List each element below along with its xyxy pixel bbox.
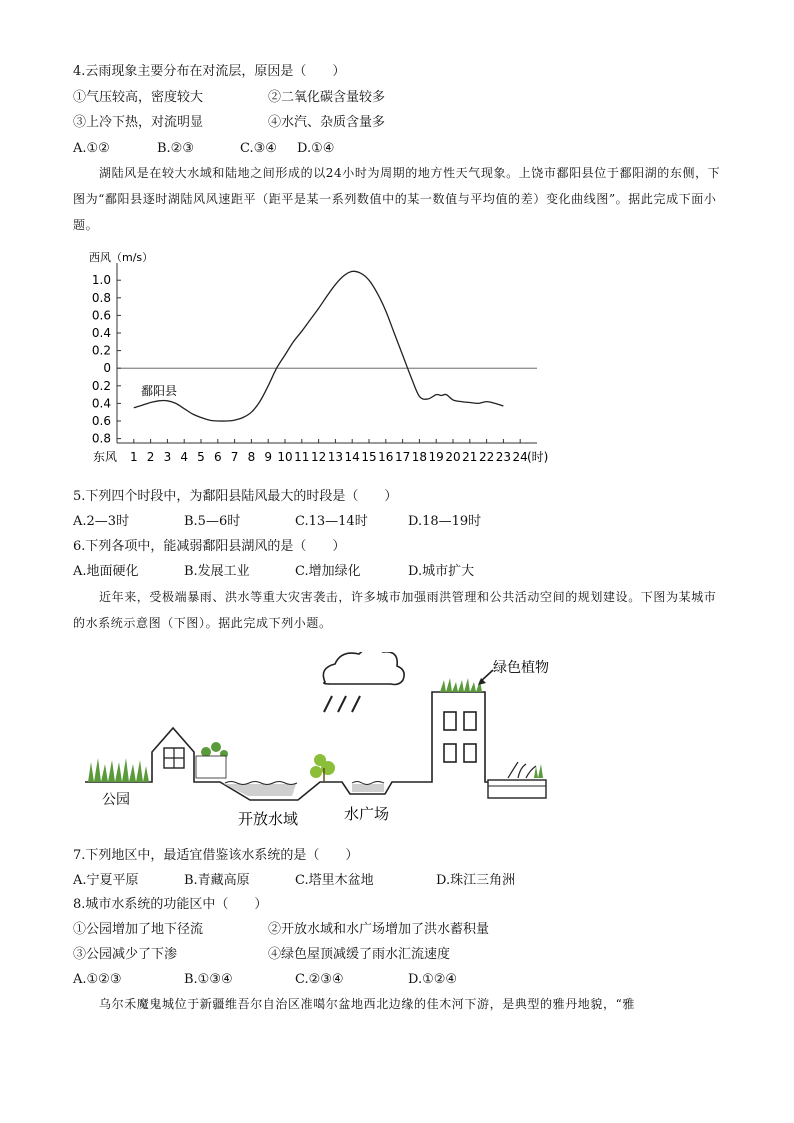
- x-tick-label: 3: [163, 450, 172, 464]
- q4-option-c: C.③④: [240, 141, 277, 156]
- q4-item-1: ①气压较高，密度较大: [73, 90, 204, 105]
- q4-option-b: B.②③: [157, 141, 194, 156]
- rain-cloud-icon: [323, 652, 404, 712]
- series-label: 鄱阳县: [141, 384, 178, 398]
- x-tick-label: 5: [197, 450, 205, 464]
- y-tick-label: 0.4: [91, 396, 111, 411]
- q6-stem: 6.下列各项中，能减弱鄱阳县湖风的是（ ）: [73, 539, 346, 554]
- x-tick-label: 4: [180, 450, 189, 464]
- y-tick-label: 0.4: [91, 326, 111, 340]
- wind-speed-anomaly-chart: [85, 245, 555, 470]
- passage-urho-ghost-city: 乌尔禾魔鬼城位于新疆维吾尔自治区准噶尔盆地西北边缘的佳木河下游，是典型的雅丹地貌，“雅: [99, 997, 635, 1011]
- q8-stem: 8.城市水系统的功能区中（ ）: [73, 897, 268, 912]
- q8-option-c: C.②③④: [295, 972, 344, 987]
- q8-item-1: ①公园增加了地下径流: [73, 922, 204, 937]
- passage-lake-land-breeze: 湖陆风是在较大水域和陆地之间形成的以24小时为周期的地方性天气现象。上饶市鄱阳县位于鄱阳湖的东侧，下图为“鄱阳县逐时湖陆风风速距平（距平是某一系列数值中的某一数值与平均值的差）变化曲线图”。据此完成下面小题。: [73, 166, 721, 232]
- q4-item-2: ②二氧化碳含量较多: [268, 90, 386, 105]
- y-tick-label: 0.2: [91, 343, 111, 358]
- x-tick-label: 21: [462, 450, 478, 464]
- shrub-icon: [196, 742, 228, 778]
- x-tick-label: 2: [146, 450, 155, 464]
- q7-option-a: A.宁夏平原: [73, 873, 139, 888]
- label-open-water: 开放水域: [238, 810, 299, 828]
- q6-option-b: B.发展工业: [184, 564, 250, 579]
- x-tick-label: 7: [230, 450, 239, 464]
- planter-icon: [488, 762, 546, 798]
- x-tick-label: 15: [361, 450, 377, 464]
- q8-option-d: D.①②④: [408, 972, 458, 987]
- q8-item-4: ④绿色屋顶减缓了雨水汇流速度: [268, 947, 451, 962]
- series-line-poyang: [134, 271, 504, 421]
- y-tick-label: 0.6: [91, 308, 111, 323]
- y-tick-label: 1.0: [91, 273, 111, 288]
- x-tick-label: 18: [411, 450, 428, 464]
- q8-item-2: ②开放水域和水广场增加了洪水蓄积量: [268, 922, 490, 937]
- park-grass-icon: [88, 758, 149, 782]
- x-tick-label: 10: [277, 450, 293, 464]
- tree-icon: [310, 754, 335, 782]
- q4-option-d: D.①④: [297, 141, 335, 156]
- x-tick-label: 23: [495, 450, 512, 464]
- x-tick-label: 9: [264, 450, 273, 464]
- q4-option-a: A.①②: [73, 141, 110, 156]
- passage-urban-water-system: 近年来，受极端暴雨、洪水等重大灾害袭击，许多城市加强雨洪管理和公共活动空间的规划建设。下图为某城市的水系统示意图（下图）。据此完成下列小题。: [73, 590, 717, 630]
- q4-stem: 4.云雨现象主要分布在对流层，原因是（ ）: [73, 64, 346, 79]
- house-icon: [164, 748, 184, 768]
- q6-option-d: D.城市扩大: [408, 564, 475, 579]
- q4-item-4: ④水汽、杂质含量多: [268, 115, 386, 130]
- q8-option-a: A.①②③: [73, 972, 122, 987]
- q5-option-a: A.2—3时: [73, 514, 130, 529]
- y-tick-label: 0: [103, 361, 111, 376]
- label-park: 公园: [102, 792, 130, 808]
- label-water-plaza: 水广场: [344, 805, 390, 823]
- water-plaza: [352, 784, 384, 792]
- q7-option-b: B.青藏高原: [184, 873, 250, 888]
- y-tick-label: 0.8: [91, 431, 111, 446]
- x-tick-label: 22: [478, 450, 495, 464]
- x-tick-label: 11: [294, 450, 310, 464]
- q8-option-b: B.①③④: [184, 972, 233, 987]
- chart-ylabel-top: 西风（m/s）: [89, 251, 154, 264]
- x-tick-label: 8: [247, 450, 256, 464]
- chart-x-unit: (时): [527, 450, 549, 464]
- x-tick-label: 12: [310, 450, 327, 464]
- chart-xlabel-bottom-left: 东风: [93, 450, 118, 464]
- green-roof-plants-icon: [440, 678, 482, 692]
- building-windows: [444, 712, 476, 762]
- label-green-plants: 绿色植物: [493, 660, 549, 676]
- x-tick-label: 19: [428, 450, 444, 464]
- ground-profile: [85, 692, 500, 800]
- y-tick-label: 0.2: [91, 378, 111, 393]
- q6-option-a: A.地面硬化: [73, 564, 139, 579]
- q6-option-c: C.增加绿化: [295, 564, 361, 579]
- x-tick-label: 16: [378, 450, 394, 464]
- q4-item-3: ③上冷下热，对流明显: [73, 115, 204, 130]
- x-tick-label: 1: [129, 450, 138, 464]
- q7-option-d: D.珠江三角洲: [436, 873, 516, 888]
- q5-option-c: C.13—14时: [295, 514, 368, 529]
- q5-stem: 5.下列四个时段中，为鄱阳县陆风最大的时段是（ ）: [73, 489, 398, 504]
- x-tick-label: 13: [327, 450, 344, 464]
- x-tick-label: 24: [512, 450, 528, 464]
- urban-water-system-diagram: [80, 652, 555, 830]
- x-tick-label: 20: [445, 450, 461, 464]
- y-tick-label: 0.6: [91, 414, 111, 428]
- q7-stem: 7.下列地区中，最适宜借鉴该水系统的是（ ）: [73, 848, 359, 863]
- q5-option-b: B.5—6时: [184, 514, 241, 529]
- x-tick-label: 6: [213, 450, 222, 464]
- x-tick-label: 17: [394, 450, 411, 464]
- q8-item-3: ③公园减少了下渗: [73, 947, 178, 962]
- y-tick-label: 0.8: [91, 290, 111, 305]
- q7-option-c: C.塔里木盆地: [295, 873, 374, 888]
- q5-option-d: D.18—19时: [408, 514, 482, 529]
- x-tick-label: 14: [344, 450, 360, 464]
